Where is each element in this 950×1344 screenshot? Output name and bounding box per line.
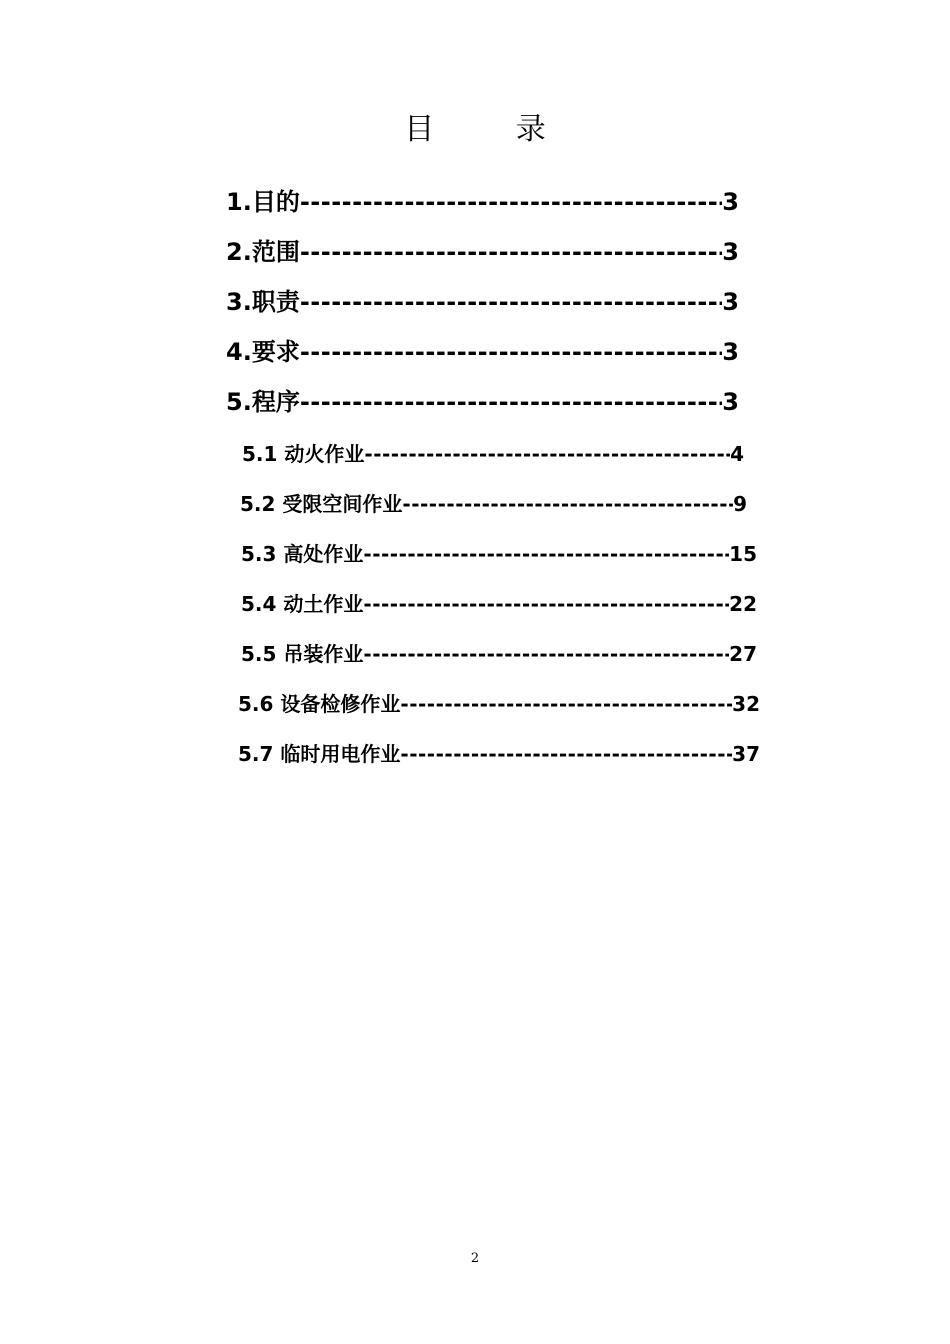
- toc-leader-dots: [300, 336, 722, 368]
- toc-leader-dots: [400, 690, 732, 718]
- toc-entry-objective: [226, 186, 739, 218]
- toc-entry-label: 5.2 受限空间作业: [240, 492, 403, 516]
- toc-entry-page: 15: [729, 542, 757, 566]
- toc-entry-page: 3: [722, 338, 739, 366]
- toc-entry-label: 1.目的: [226, 188, 300, 216]
- toc-leader-dots: [402, 490, 733, 518]
- toc-subentry-equipment-maintenance: [238, 690, 760, 718]
- toc-subentry-excavation: [241, 590, 757, 618]
- toc-entry-label: 5.6 设备检修作业: [238, 692, 401, 716]
- toc-leader-dots: [400, 740, 732, 768]
- toc-entry-label: 5.7 临时用电作业: [238, 742, 401, 766]
- toc-subentry-hot-work: [242, 440, 744, 468]
- toc-leader-dots: [300, 186, 722, 218]
- toc-entry-label: 5.4 动土作业: [241, 592, 364, 616]
- toc-leader-dots: [300, 386, 722, 418]
- toc-leader-dots: [363, 540, 729, 568]
- toc-leader-dots: [364, 440, 730, 468]
- toc-leader-dots: [363, 590, 729, 618]
- page-number: 2: [470, 1251, 480, 1266]
- toc-leader-dots: [300, 286, 722, 318]
- toc-entry-page: 3: [722, 388, 739, 416]
- toc-entry-label: 4.要求: [226, 338, 300, 366]
- toc-entry-procedure: [226, 386, 739, 418]
- toc-entry-label: 2.范围: [226, 238, 300, 266]
- toc-entry-scope: [226, 236, 739, 268]
- toc-entry-requirements: [226, 336, 739, 368]
- toc-leader-dots: [363, 640, 729, 668]
- toc-entry-label: 5.程序: [226, 388, 300, 416]
- toc-subentry-lifting: [241, 640, 757, 668]
- toc-entry-page: 4: [730, 442, 744, 466]
- toc-entry-page: 27: [729, 642, 757, 666]
- toc-leader-dots: [300, 236, 722, 268]
- toc-entry-page: 9: [733, 492, 747, 516]
- toc-entry-page: 3: [722, 238, 739, 266]
- toc-title: 目 录: [404, 112, 582, 147]
- toc-entry-page: 32: [732, 692, 760, 716]
- toc-entry-responsibilities: [226, 286, 739, 318]
- toc-entry-label: 5.5 吊装作业: [241, 642, 364, 666]
- toc-subentry-height-work: [241, 540, 757, 568]
- toc-entry-label: 5.1 动火作业: [242, 442, 365, 466]
- toc-entry-page: 37: [732, 742, 760, 766]
- toc-subentry-temporary-power: [238, 740, 760, 768]
- toc-entry-page: 22: [729, 592, 757, 616]
- toc-entry-page: 3: [722, 188, 739, 216]
- toc-entry-page: 3: [722, 288, 739, 316]
- toc-entry-label: 3.职责: [226, 288, 300, 316]
- toc-subentry-confined-space: [240, 490, 747, 518]
- toc-entry-label: 5.3 高处作业: [241, 542, 364, 566]
